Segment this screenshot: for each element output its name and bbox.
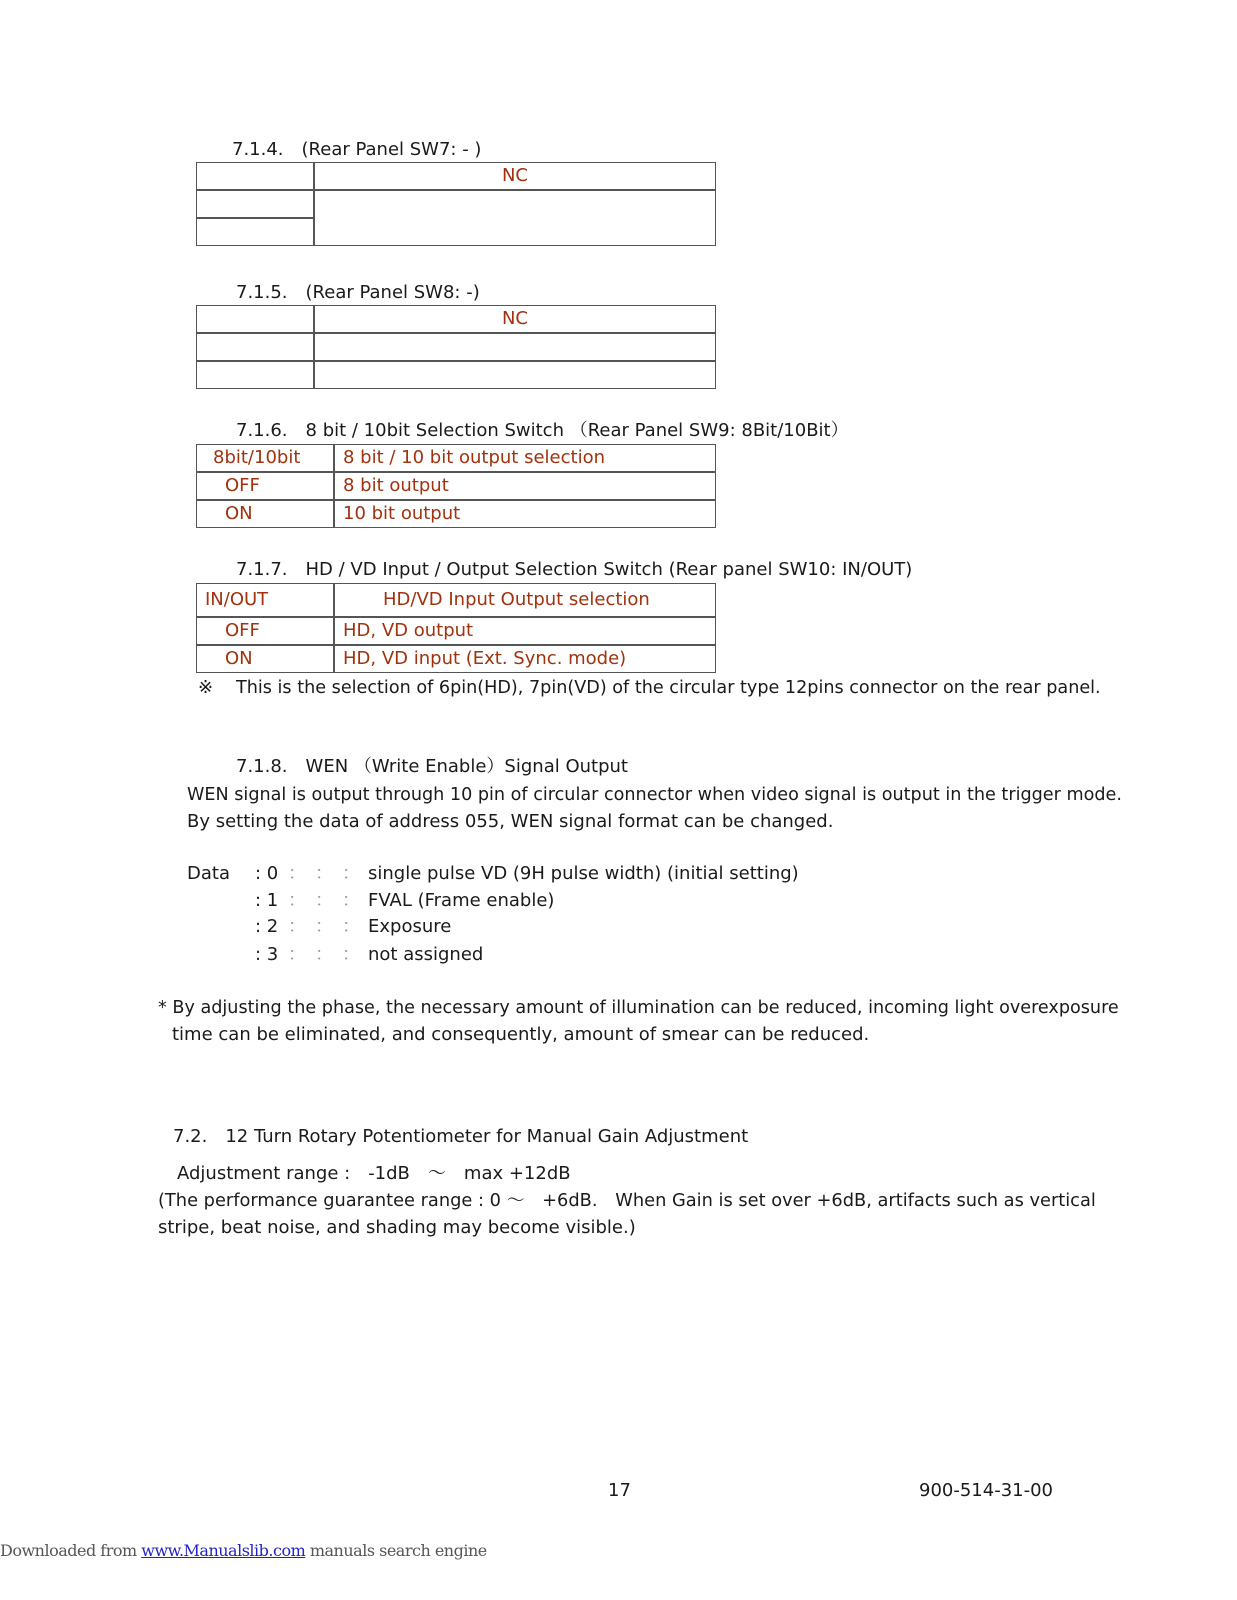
sw10-note: This is the selection of 6pin(HD), 7pin(VD) of the circular type 12pins connector on the rear panel. xyxy=(236,678,1101,698)
sw9-row-key: OFF xyxy=(196,472,334,500)
data-code: : 1 xyxy=(255,890,279,911)
sw10-row-key: IN/OUT xyxy=(196,583,334,617)
data-filler: ： ： ： xyxy=(288,916,360,937)
sw8-row-key xyxy=(196,333,314,361)
data-code: : 3 xyxy=(255,944,279,965)
document-number: 900-514-31-00 xyxy=(919,1480,1054,1501)
data-label: Data xyxy=(187,863,230,884)
adjustment-range: Adjustment range : -1dB ～ max +12dB xyxy=(177,1163,571,1184)
note-mark: ※ xyxy=(198,677,214,698)
wen-description-line-2: By setting the data of address 055, WEN signal format can be changed. xyxy=(187,811,834,832)
sw10-table xyxy=(196,583,716,673)
sw10-row-value: HD, VD input (Ext. Sync. mode) xyxy=(334,645,716,673)
download-suffix: manuals search engine xyxy=(305,1541,487,1560)
sw7-row-key xyxy=(196,218,314,246)
section-heading-7-1-8: 7.1.8. WEN （Write Enable）Signal Output xyxy=(236,756,628,777)
download-prefix: Downloaded from xyxy=(0,1541,142,1560)
sw9-table xyxy=(196,444,716,528)
data-desc: not assigned xyxy=(368,944,484,965)
sw10-row-key: OFF xyxy=(196,617,334,645)
data-code: : 0 xyxy=(255,863,279,884)
phase-note-line-1: * By adjusting the phase, the necessary amount of illumination can be reduced, incoming light overexposure xyxy=(158,998,1119,1018)
sw7-header-value: NC xyxy=(314,162,716,190)
gain-para-line-2: stripe, beat noise, and shading may become visible.) xyxy=(158,1217,636,1238)
section-heading-7-1-4: 7.1.4. (Rear Panel SW7: - ) xyxy=(232,139,482,160)
data-desc: single pulse VD (9H pulse width) (initial setting) xyxy=(368,863,799,884)
page-number: 17 xyxy=(608,1480,631,1501)
sw8-table xyxy=(196,305,716,389)
data-desc: FVAL (Frame enable) xyxy=(368,890,555,911)
section-heading-7-1-6: 7.1.6. 8 bit / 10bit Selection Switch （Rear Panel SW9: 8Bit/10Bit） xyxy=(236,420,849,441)
gain-para-line-1: (The performance guarantee range : 0 ～ +6dB. When Gain is set over +6dB, artifacts such as vertical xyxy=(158,1190,1096,1211)
sw9-row-value: 8 bit output xyxy=(334,472,716,500)
data-filler: ： ： ： xyxy=(288,890,360,911)
sw7-row-key xyxy=(196,190,314,218)
sw8-row-key xyxy=(196,361,314,389)
section-heading-7-2: 7.2. 12 Turn Rotary Potentiometer for Manual Gain Adjustment xyxy=(173,1126,749,1147)
sw10-row-value: HD, VD output xyxy=(334,617,716,645)
sw8-header-key xyxy=(196,305,314,333)
sw8-header-value: NC xyxy=(314,305,716,333)
section-heading-7-1-7: 7.1.7. HD / VD Input / Output Selection Switch (Rear panel SW10: IN/OUT) xyxy=(236,559,913,580)
sw9-row-key: ON xyxy=(196,500,334,528)
data-code: : 2 xyxy=(255,916,279,937)
sw7-header-key xyxy=(196,162,314,190)
sw9-row-key: 8bit/10bit xyxy=(196,444,334,472)
section-heading-7-1-5: 7.1.5. (Rear Panel SW8: -) xyxy=(236,282,480,303)
sw10-row-key: ON xyxy=(196,645,334,673)
phase-note-line-2: time can be eliminated, and consequently, amount of smear can be reduced. xyxy=(172,1024,870,1045)
sw9-row-value: 10 bit output xyxy=(334,500,716,528)
data-filler: ： ： ： xyxy=(288,863,360,884)
data-filler: ： ： ： xyxy=(288,944,360,965)
download-footer xyxy=(0,1541,487,1560)
sw8-row-value xyxy=(314,333,716,361)
wen-description-line-1: WEN signal is output through 10 pin of circular connector when video signal is output in the trigger mode. xyxy=(187,785,1122,805)
sw7-table xyxy=(196,162,716,246)
sw9-row-value: 8 bit / 10 bit output selection xyxy=(334,444,716,472)
data-desc: Exposure xyxy=(368,916,452,937)
sw8-row-value xyxy=(314,361,716,389)
sw7-row-value xyxy=(314,190,716,246)
manualslib-link[interactable]: www.Manualslib.com xyxy=(141,1541,306,1560)
sw10-row-value: HD/VD Input Output selection xyxy=(334,583,716,617)
